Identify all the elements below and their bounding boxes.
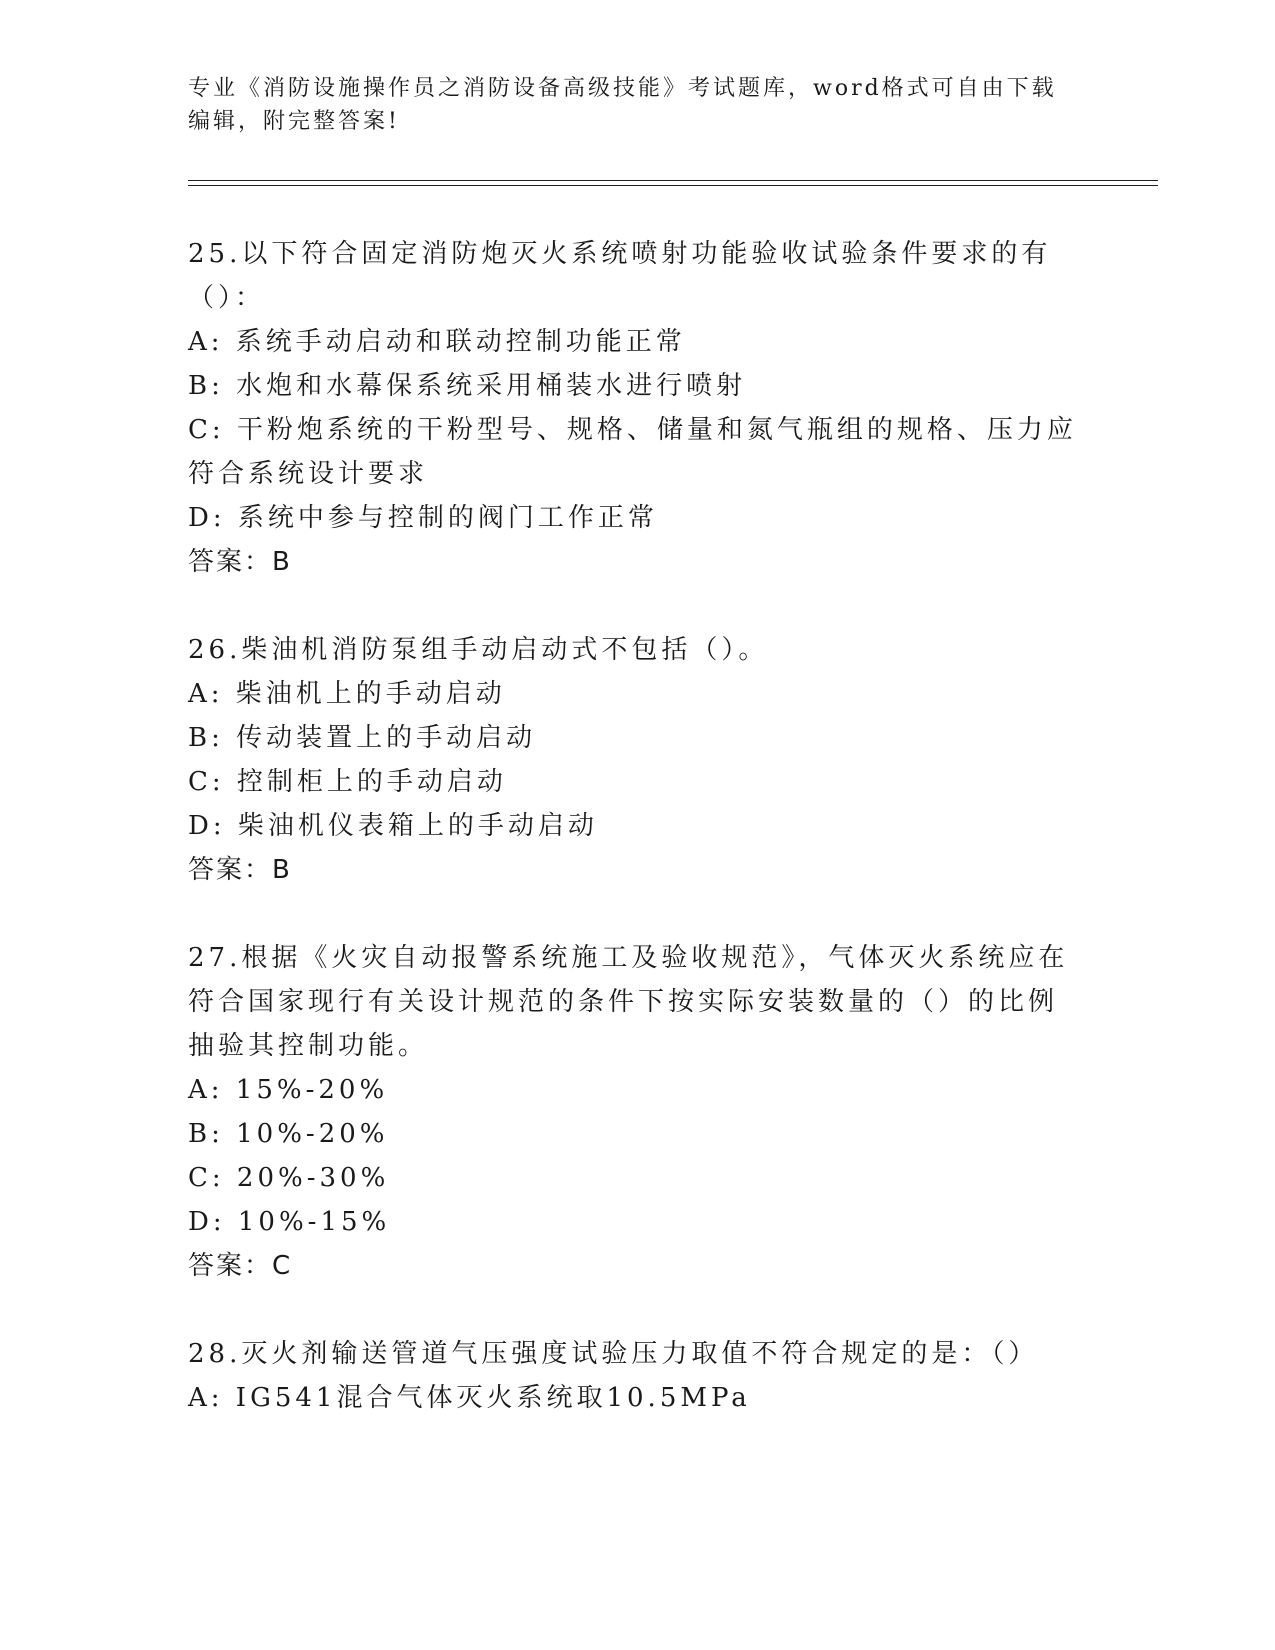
question-27 <box>188 936 1078 1288</box>
option-a: A: 15%-20% <box>188 1075 389 1105</box>
question-list <box>188 232 1078 1464</box>
option-c: C: 20%-30% <box>188 1163 390 1193</box>
question-stem: 28.灭火剂输送管道气压强度试验压力取值不符合规定的是：（） <box>188 1339 1039 1369</box>
question-stem: 26.柴油机消防泵组手动启动式不包括（）。 <box>188 635 769 665</box>
option-d: D: 柴油机仪表箱上的手动启动 <box>188 811 598 841</box>
answer-line: 答案：B <box>188 547 292 577</box>
question-stem: 27.根据《火灾自动报警系统施工及验收规范》，气体灭火系统应在符合国家现行有关设计规范的条件下按实际安装数量的（）的比例抽验其控制功能。 <box>188 943 1069 1061</box>
question-25 <box>188 232 1078 584</box>
question-28 <box>188 1332 1078 1420</box>
option-c: C: 控制柜上的手动启动 <box>188 767 507 797</box>
answer-line: 答案：B <box>188 855 292 885</box>
option-a: A: 柴油机上的手动启动 <box>188 679 506 709</box>
header-divider-bottom <box>188 185 1158 186</box>
question-stem: 25.以下符合固定消防炮灭火系统喷射功能验收试验条件要求的有（）： <box>188 239 1052 313</box>
option-b: B: 水炮和水幕保系统采用桶装水进行喷射 <box>188 371 747 401</box>
question-26 <box>188 628 1078 892</box>
answer-line: 答案：C <box>188 1251 293 1281</box>
option-a: A: 系统手动启动和联动控制功能正常 <box>188 327 686 357</box>
option-d: D: 系统中参与控制的阀门工作正常 <box>188 503 658 533</box>
document-header: 专业《消防设施操作员之消防设备高级技能》考试题库，word格式可自由下载编辑，附完整答案! <box>188 76 1057 134</box>
header-divider-top <box>188 180 1158 181</box>
option-b: B: 10%-20% <box>188 1119 389 1149</box>
option-a: A: IG541混合气体灭火系统取10.5MPa <box>188 1383 751 1413</box>
option-d: D: 10%-15% <box>188 1207 391 1237</box>
option-c: C: 干粉炮系统的干粉型号、规格、储量和氮气瓶组的规格、压力应符合系统设计要求 <box>188 415 1077 489</box>
option-b: B: 传动装置上的手动启动 <box>188 723 537 753</box>
